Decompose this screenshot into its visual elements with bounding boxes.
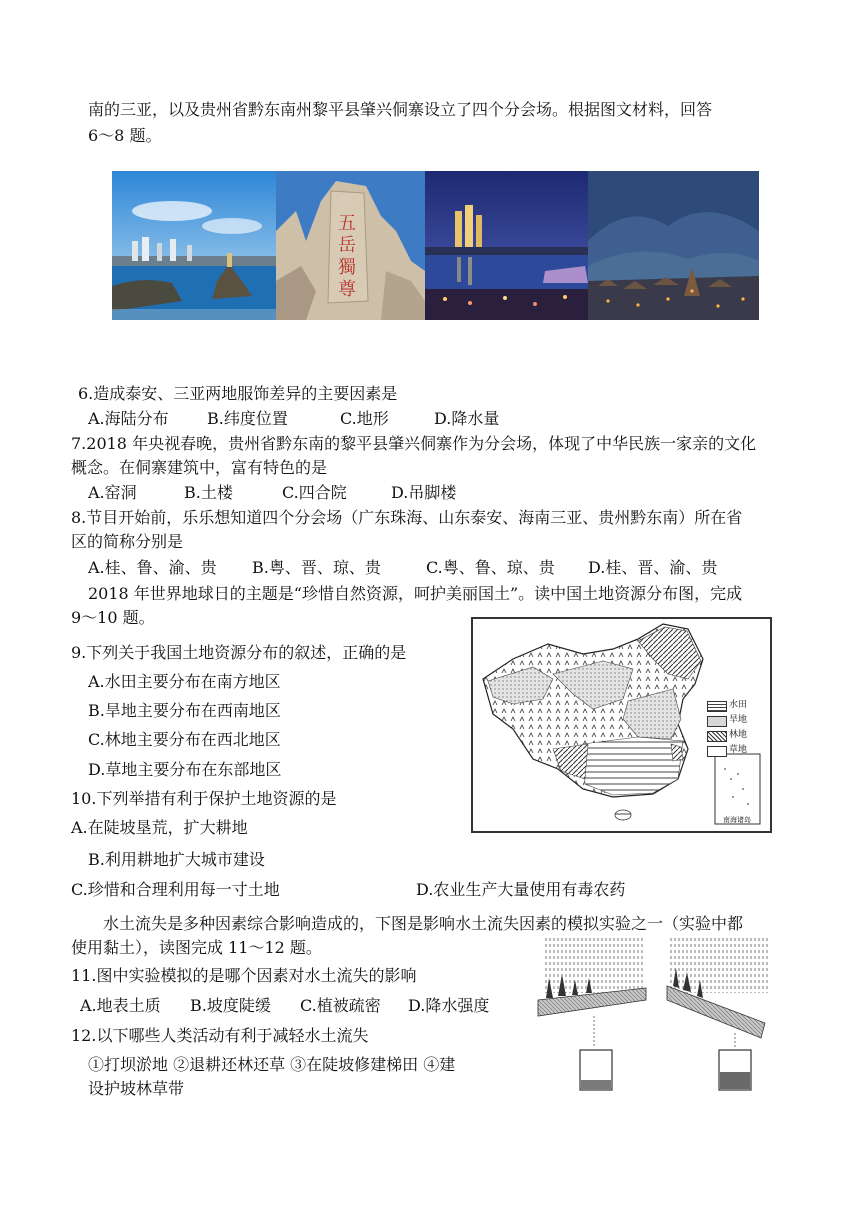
q9-option-c: C.林地主要分布在西北地区 bbox=[88, 730, 281, 749]
intro3-line-2: 使用黏土），读图完成 11～12 题。 bbox=[71, 938, 322, 957]
q8-option-d: D.桂、晋、渝、贵 bbox=[588, 558, 718, 577]
q10-option-b: B.利用耕地扩大城市建设 bbox=[88, 850, 265, 869]
inscription-char-4: 尊 bbox=[338, 279, 356, 300]
q11-stem: 11.图中实验模拟的是哪个因素对水土流失的影响 bbox=[71, 966, 417, 985]
q11-option-b: B.坡度陡缓 bbox=[190, 996, 271, 1015]
q9-option-a: A.水田主要分布在南方地区 bbox=[88, 672, 281, 691]
q7-option-a: A.窑洞 bbox=[88, 483, 137, 502]
inscription-char-3: 獨 bbox=[338, 257, 356, 278]
legend-swatch-rice bbox=[707, 701, 727, 712]
q7-option-b: B.土楼 bbox=[184, 483, 233, 502]
legend-swatch-forest bbox=[707, 731, 727, 742]
intro-line-2: 6～8 题。 bbox=[88, 126, 162, 145]
q6-stem: 6.造成泰安、三亚两地服饰差异的主要因素是 bbox=[78, 384, 398, 403]
legend-label-grass: 草地 bbox=[729, 745, 748, 755]
q8-option-c: C.粤、鲁、琼、贵 bbox=[426, 558, 555, 577]
intro-line-1: 南的三亚，以及贵州省黔东南州黎平县肇兴侗寨设立了四个分会场。根据图文材料，回答 bbox=[88, 100, 713, 119]
q9-option-b: B.旱地主要分布在西南地区 bbox=[88, 701, 281, 720]
intro2-line-1: 2018 年世界地球日的主题是“珍惜自然资源，呵护美丽国土”。读中国土地资源分布图，完成 bbox=[88, 584, 743, 603]
q12-line-2: 设护坡林草带 bbox=[88, 1079, 185, 1098]
legend-label-forest: 林地 bbox=[729, 730, 748, 740]
legend-label-rice: 水田 bbox=[729, 700, 748, 710]
intro3-line-1: 水土流失是多种因素综合影响造成的，下图是影响水土流失因素的模拟实验之一（实验中都 bbox=[103, 914, 744, 933]
q11-option-d: D.降水强度 bbox=[408, 996, 490, 1015]
inscription-char-2: 岳 bbox=[338, 235, 356, 256]
taishan-inscription-photo bbox=[276, 171, 425, 320]
sanya-night-photo bbox=[425, 171, 588, 320]
q6-option-c: C.地形 bbox=[340, 409, 389, 428]
q11-option-a: A.地表土质 bbox=[80, 996, 161, 1015]
q8-stem-line-2: 区的简称分别是 bbox=[71, 532, 184, 551]
q6-option-b: B.纬度位置 bbox=[207, 409, 288, 428]
q7-stem-line-1: 7.2018 年央视春晚，贵州省黔东南的黎平县肇兴侗寨作为分会场，体现了中华民族一家亲的文化 bbox=[71, 434, 757, 453]
q11-option-c: C.植被疏密 bbox=[300, 996, 381, 1015]
q12-stem: 12.以下哪些人类活动有利于减轻水土流失 bbox=[71, 1026, 369, 1045]
q8-option-a: A.桂、鲁、渝、贵 bbox=[88, 558, 217, 577]
q10-stem: 10.下列举措有利于保护土地资源的是 bbox=[71, 789, 337, 808]
q12-line-1: ①打坝淤地 ②退耕还林还草 ③在陡坡修建梯田 ④建 bbox=[88, 1055, 456, 1074]
q10-option-d: D.农业生产大量使用有毒农药 bbox=[416, 880, 626, 899]
q10-option-c: C.珍惜和合理利用每一寸土地 bbox=[71, 880, 280, 899]
q8-stem-line-1: 8.节目开始前，乐乐想知道四个分会场（广东珠海、山东泰安、海南三亚、贵州黔东南）所在省 bbox=[71, 508, 743, 527]
zhuhai-coast-photo bbox=[112, 171, 276, 320]
legend-label-dry: 旱地 bbox=[729, 715, 748, 725]
inset-label: 南海诸岛 bbox=[723, 816, 751, 824]
q7-option-c: C.四合院 bbox=[282, 483, 347, 502]
china-land-resource-map bbox=[471, 617, 772, 833]
legend-swatch-dry bbox=[707, 716, 727, 727]
q10-option-a: A.在陡坡垦荒，扩大耕地 bbox=[71, 818, 248, 837]
q7-stem-line-2: 概念。在侗寨建筑中，富有特色的是 bbox=[71, 458, 328, 477]
q8-option-b: B.粤、晋、琼、贵 bbox=[252, 558, 381, 577]
q6-option-a: A.海陆分布 bbox=[88, 409, 169, 428]
intro2-line-2: 9～10 题。 bbox=[71, 608, 155, 627]
legend-swatch-grass bbox=[707, 746, 727, 757]
q9-option-d: D.草地主要分布在东部地区 bbox=[88, 760, 282, 779]
erosion-experiment-gentle-slope bbox=[536, 938, 656, 1103]
q6-option-d: D.降水量 bbox=[434, 409, 500, 428]
q9-stem: 9.下列关于我国土地资源分布的叙述，正确的是 bbox=[71, 643, 407, 662]
zhaoxing-village-photo bbox=[588, 171, 759, 320]
q7-option-d: D.吊脚楼 bbox=[391, 483, 457, 502]
erosion-experiment-steep-slope bbox=[665, 938, 775, 1103]
inscription-char-1: 五 bbox=[338, 213, 356, 234]
